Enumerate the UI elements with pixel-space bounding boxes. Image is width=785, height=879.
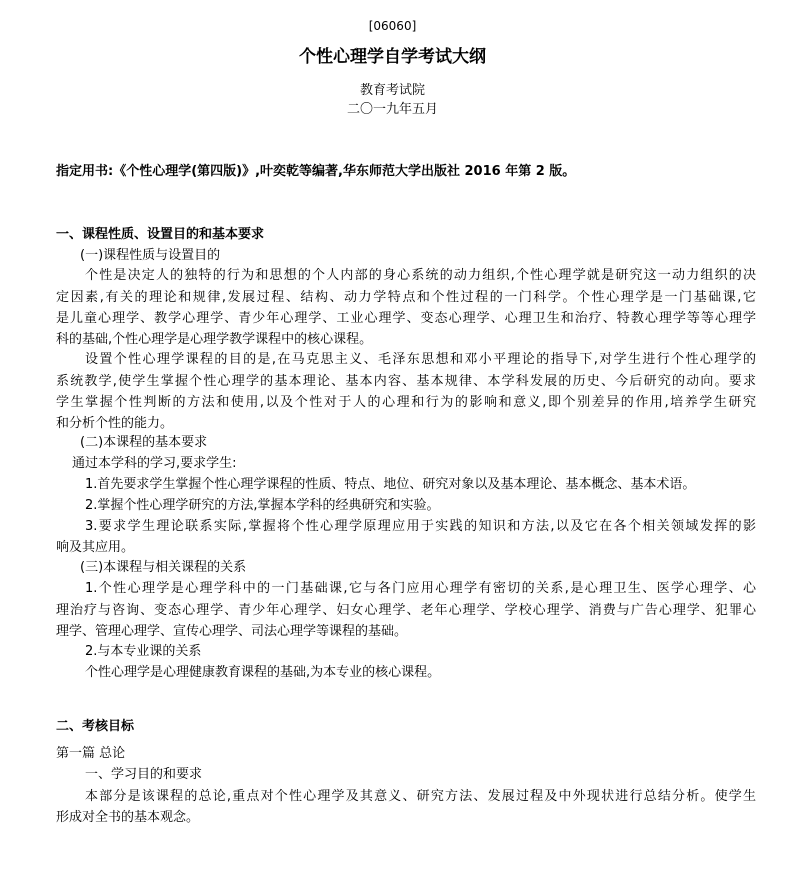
- s1-p2-line: 学生掌握个性判断的方法和使用,以及个性对于人的心理和行为的影响和意义,即个别差异的作用,培养学生研究: [56, 395, 756, 410]
- s1-p1-line: 是儿童心理学、教学心理学、青少年心理学、工业心理学、变态心理学、心理卫生和治疗、特教心理学等等心理学: [56, 311, 756, 326]
- requirement-item: 3.要求学生理论联系实际,掌握将个性心理学原理应用于实践的知识和方法,以及它在各个相关领域发挥的影: [85, 519, 756, 534]
- requirement-item: 1.首先要求学生掌握个性心理学课程的性质、特点、地位、研究对象以及基本理论、基本概念、基本术语。: [85, 477, 696, 492]
- section1-sub3: (三)本课程与相关课程的关系: [80, 560, 247, 575]
- section2-heading: 二、考核目标: [56, 719, 135, 734]
- section1-sub1: (一)课程性质与设置目的: [80, 248, 221, 263]
- course-code: [06060]: [368, 19, 417, 33]
- issuer: 教育考试院: [359, 83, 425, 98]
- relation-item-cont: 理治疗与咨询、变态心理学、青少年心理学、妇女心理学、老年心理学、学校心理学、消费与广告心理学、犯罪心: [56, 603, 756, 618]
- issue-date: 二〇一九年五月: [346, 102, 438, 117]
- relation-item: 1.个性心理学是心理学科中的一门基础课,它与各门应用心理学有密切的关系,是心理卫生、医学心理学、心: [85, 581, 756, 596]
- relation-item: 2.与本专业课的关系: [85, 644, 202, 659]
- s1-p2-line: 和分析个性的能力。: [56, 416, 174, 431]
- s1-p1-line: 个性是决定人的独特的行为和思想的个人内部的身心系统的动力组织,个性心理学就是研究这一动力组织的决: [85, 268, 756, 283]
- section1-sub2: (二)本课程的基本要求: [80, 435, 208, 450]
- requirement-item-cont: 响及其应用。: [56, 540, 135, 555]
- s1-p2-line: 设置个性心理学课程的目的是,在马克思主义、毛泽东思想和邓小平理论的指导下,对学生进行个性心理学的: [85, 352, 756, 367]
- requirement-item: 2.掌握个性心理学研究的方法,掌握本学科的经典研究和实验。: [85, 498, 440, 513]
- section1-heading: 一、课程性质、设置目的和基本要求: [56, 227, 265, 242]
- textbook-line: 指定用书:《个性心理学(第四版)》,叶奕乾等编著,华东师范大学出版社 2016 年第 2 版。: [56, 164, 576, 179]
- s1-p1-line: 定因素,有关的理论和规律,发展过程、结构、动力学特点和个性过程的一门科学。个性心理学是一门基础课,它: [56, 290, 756, 305]
- document-title: 个性心理学自学考试大纲: [299, 47, 486, 67]
- s2-p1-line: 形成对全书的基本观念。: [56, 810, 200, 825]
- section2-sub1: 一、学习目的和要求: [85, 767, 203, 782]
- requirements-intro: 通过本学科的学习,要求学生:: [72, 456, 237, 471]
- relation-text: 个性心理学是心理健康教育课程的基础,为本专业的核心课程。: [85, 665, 441, 680]
- s1-p1-line: 科的基础,个性心理学是心理学教学课程中的核心课程。: [56, 332, 373, 347]
- chapter-title: 第一篇 总论: [56, 746, 126, 761]
- s1-p2-line: 系统教学,使学生掌握个性心理学的基本理论、基本内容、基本规律、本学科发展的历史、今后研究的动向。要求: [56, 374, 756, 389]
- relation-item-cont: 理学、管理心理学、宣传心理学、司法心理学等课程的基础。: [56, 624, 408, 639]
- s2-p1-line: 本部分是该课程的总论,重点对个性心理学及其意义、研究方法、发展过程及中外现状进行总结分析。使学生: [85, 789, 756, 804]
